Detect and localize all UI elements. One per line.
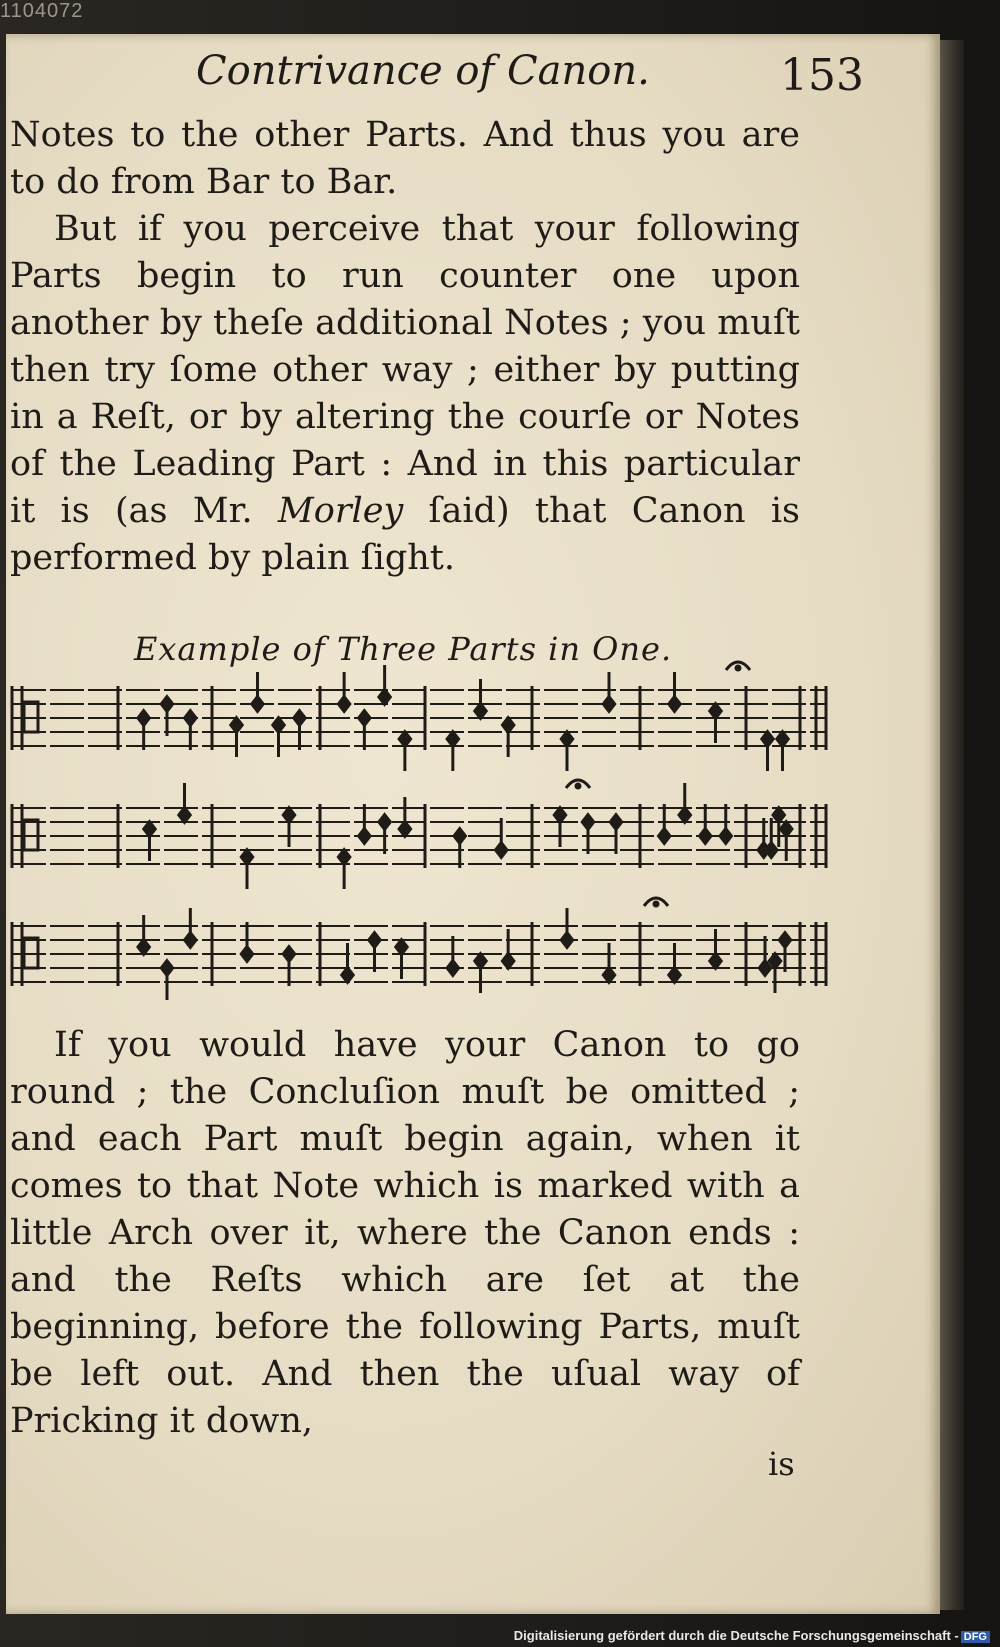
author-name: Morley bbox=[277, 491, 404, 531]
dfg-logo: DFG bbox=[961, 1631, 990, 1643]
fermata-dot bbox=[653, 901, 659, 907]
paragraph-2: But if you perceive that your following Parts begin to run counter one upon another by theſe additional Notes ; you muſt then try ſome other way ; either by putting in a Reſt, or by altering the courſe or Notes of the Leading Part : And in this particular it is (as Mr. Morley ſaid) that Canon is performed by plain ſight. bbox=[10, 209, 800, 578]
text-bottom bbox=[10, 1022, 800, 1445]
example-caption: Example of Three Parts in One. bbox=[134, 630, 673, 668]
fermata-dot bbox=[735, 665, 741, 671]
paragraph-3: If you would have your Canon to go round ; the Concluſion muſt be omitted ; and each Part muſt begin again, when it comes to that Note which is marked with a little Arch over it, where the Canon ends : and the Reſts which are ſet at the beginning, before the following Parts, muſt be left out. And then the uſual way of Pricking it down, bbox=[10, 1025, 800, 1441]
shelfmark: 1104072 bbox=[0, 0, 84, 22]
catchword: is bbox=[768, 1445, 795, 1483]
digitization-credit: Digitalisierung gefördert durch die Deutsche Forschungsgemeinschaft - DFG bbox=[514, 1628, 990, 1643]
fermata-dot bbox=[575, 783, 581, 789]
running-head: Contrivance of Canon. bbox=[196, 48, 650, 94]
paragraph-1: Notes to the other Parts. And thus you are to do from Bar to Bar. bbox=[10, 115, 800, 202]
page-number: 153 bbox=[780, 50, 864, 101]
